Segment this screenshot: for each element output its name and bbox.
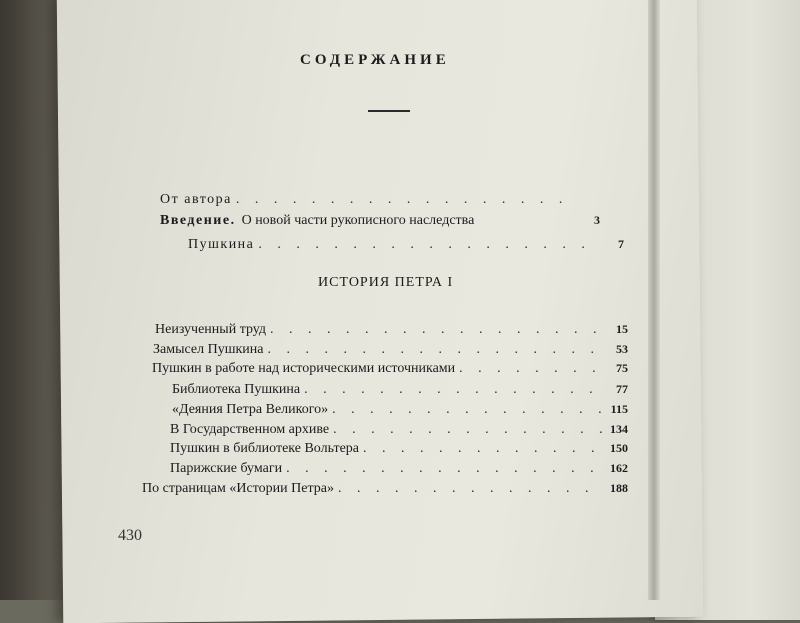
leader-dots [267, 342, 602, 358]
toc-entry-page: 15 [616, 322, 628, 336]
leader-dots [270, 322, 602, 338]
leader-dots [333, 422, 602, 438]
toc-entry-page: 7 [618, 237, 624, 251]
toc-entry [152, 361, 628, 377]
toc-entry-page: 150 [610, 441, 628, 455]
toc-entry-from-author [160, 192, 600, 208]
toc-entry-page: 188 [610, 481, 628, 495]
title-rule [368, 110, 410, 112]
toc-entry [172, 382, 628, 398]
toc-entry-label: Замысел Пушкина [153, 342, 264, 357]
toc-entry [170, 422, 628, 438]
toc-entry-page: 77 [616, 382, 628, 396]
toc-entry-introduction [160, 213, 600, 229]
toc-entry-label: Библиотека Пушкина [172, 382, 301, 397]
leader-dots [236, 192, 574, 208]
toc-entry [155, 322, 628, 338]
toc-entry [172, 402, 628, 418]
toc-entry-page: 115 [610, 402, 628, 416]
toc-entry-label: По страницам «Истории Петра» [142, 481, 334, 496]
toc-entry [153, 342, 628, 358]
leader-dots [459, 361, 602, 377]
toc-entry-label: Неизученный труд [155, 322, 267, 337]
toc-entry-page: 134 [610, 422, 628, 436]
leader-dots [338, 481, 602, 497]
toc-entry-label-bold: Введение. [160, 213, 236, 228]
toc-entry-page: 53 [616, 342, 628, 356]
toc-entry-page: 75 [616, 361, 628, 375]
toc-entry-label: От автора [160, 192, 232, 207]
toc-entry-label: Пушкин в библиотеке Вольтера [170, 441, 360, 456]
toc-entry [170, 461, 628, 477]
toc-entry-page: 162 [610, 461, 628, 475]
leader-dots [286, 461, 602, 477]
leader-dots [363, 441, 602, 457]
leader-dots [332, 402, 602, 418]
toc-entry-label: Пушкина [188, 237, 255, 252]
toc-title: СОДЕРЖАНИЕ [300, 52, 450, 68]
toc-entry [170, 441, 628, 457]
toc-entry [142, 481, 628, 497]
section-title: ИСТОРИЯ ПЕТРА I [318, 275, 454, 290]
toc-entry-label: О новой части рукописного наследства [241, 213, 475, 228]
toc-entry-introduction-cont [188, 237, 624, 253]
leader-dots [258, 237, 598, 253]
toc-entry-label: Парижские бумаги [170, 461, 283, 476]
toc-entry-page: 3 [594, 213, 600, 227]
toc-entry-label: Пушкин в работе над историческими источниками [152, 361, 456, 376]
leader-dots [304, 382, 602, 398]
page-number: 430 [118, 527, 142, 544]
toc-entry-label: В Государственном архиве [170, 422, 330, 437]
toc-entry-label: «Деяния Петра Великого» [172, 402, 329, 417]
